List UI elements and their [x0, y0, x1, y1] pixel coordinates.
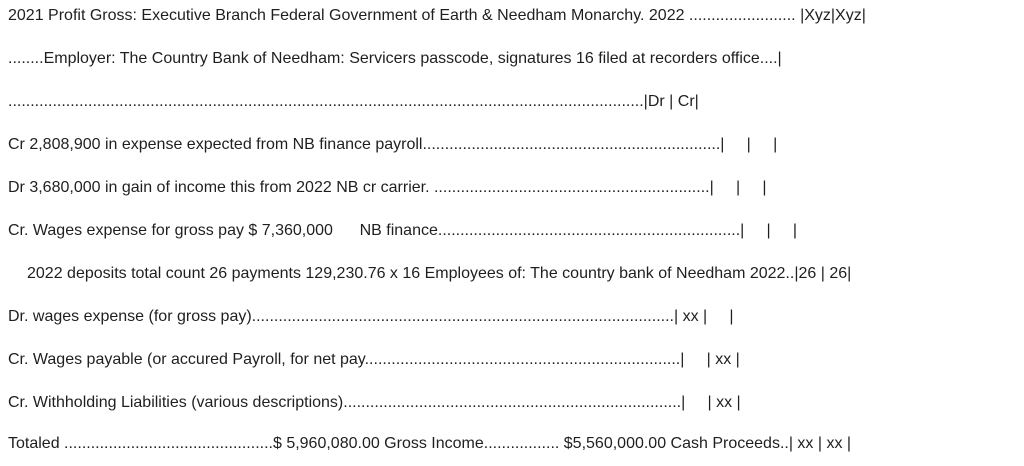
- ledger-line-employer: ........Employer: The Country Bank of Needham: Servicers passcode, signatures 16 filed at recorders office....|: [8, 50, 782, 67]
- ledger-line-entry: Cr. Wages expense for gross pay $ 7,360,000 NB finance....................................................................| | |: [8, 222, 798, 239]
- ledger-line-total: Totaled ...............................................$ 5,960,080.00 Gross Income................. $5,560,000.00 Cash Proceeds..| xx | xx |: [8, 435, 852, 452]
- ledger-line-entry: Dr. wages expense (for gross pay)...............................................................................................| xx | |: [8, 308, 734, 325]
- ledger-line-deposits: 2022 deposits total count 26 payments 129,230.76 x 16 Employees of: The country bank of Needham 2022..|26 | 26|: [27, 265, 852, 282]
- ledger-line-heading: 2021 Profit Gross: Executive Branch Federal Government of Earth & Needham Monarchy. 2022 ........................ |Xyz|Xyz|: [8, 7, 866, 24]
- ledger-line-entry: Cr. Wages payable (or accured Payroll, for net pay.......................................................................| | xx |: [8, 351, 740, 368]
- ledger-line-entry: Dr 3,680,000 in gain of income this from 2022 NB cr carrier. ..............................................................| | |: [8, 179, 767, 196]
- ledger-line-entry: Cr. Withholding Liabilities (various descriptions)............................................................................| | xx |: [8, 394, 741, 411]
- ledger-line-entry: Cr 2,808,900 in expense expected from NB finance payroll...................................................................| | |: [8, 136, 778, 153]
- ledger-line-column-header: ...............................................................................................................................................|Dr | Cr|: [8, 93, 699, 110]
